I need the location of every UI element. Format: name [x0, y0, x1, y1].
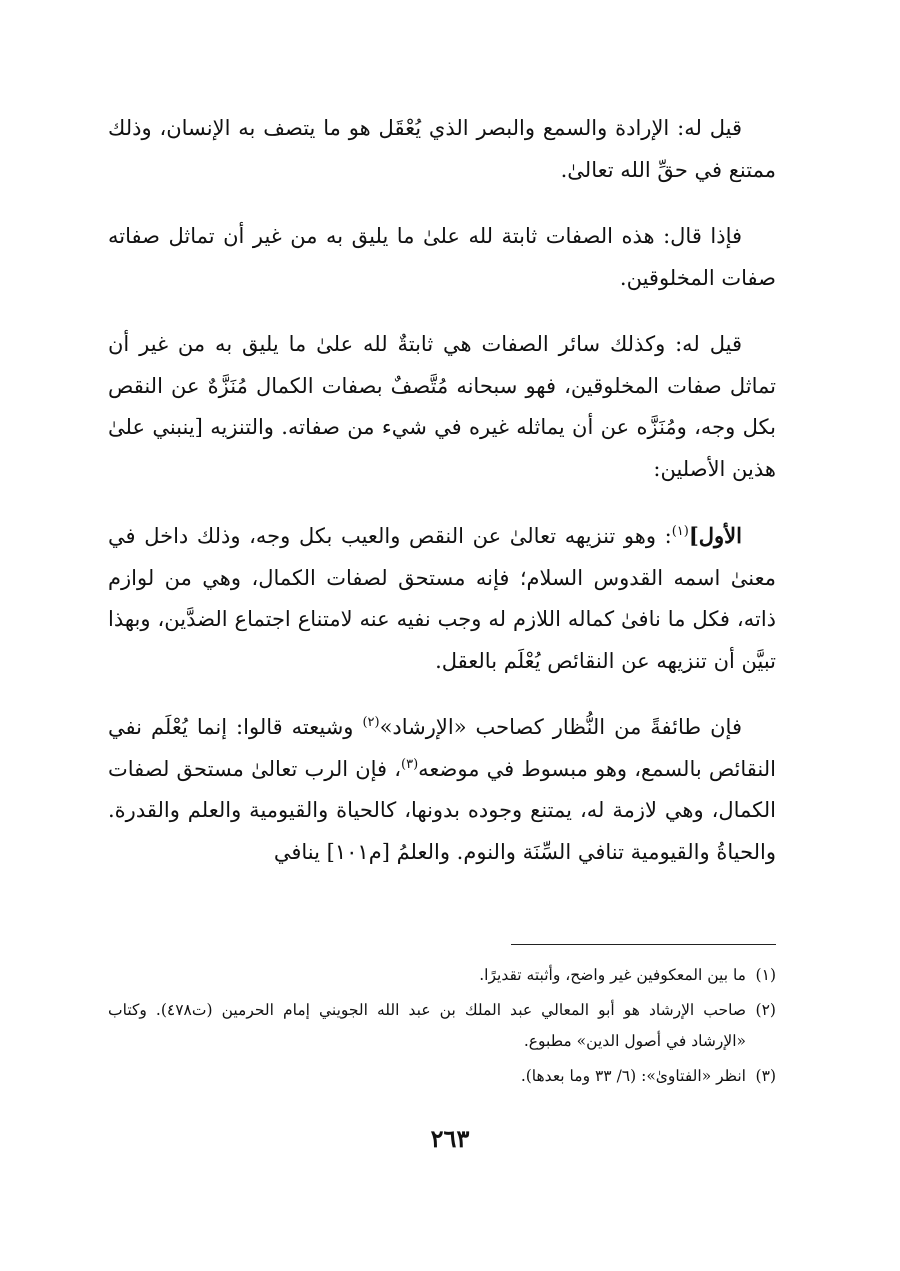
paragraph-5	[108, 707, 776, 873]
footnote-3	[108, 1061, 776, 1092]
paragraph-5-part-2: وشيعته قالوا: إنما يُعْلَم نفي النقائص بالسمع، وهو مبسوط في موضعه	[108, 715, 776, 781]
footnote-number: (٢)	[755, 1001, 776, 1019]
paragraph-5-part-3: ، فإن الرب تعالىٰ مستحق لصفات الكمال، وهي لازمة له، يمتنع وجوده بدونها، كالحياة والقيومية والعلم والقدرة. والحياةُ والقيومية تنافي السِّنَة والنوم. والعلمُ [م١٠١] ينافي	[108, 756, 776, 864]
footnote-text: انظر «الفتاوىٰ»: (٦/ ٣٣ وما بعدها).	[520, 1067, 746, 1085]
footnote-text: ما بين المعكوفين غير واضح، وأثبته تقديرًا.	[479, 966, 746, 984]
footnote-ref-1[interactable]: (١)	[671, 524, 689, 539]
footnote-ref-3[interactable]: (٣)	[401, 756, 419, 772]
footnote-text: صاحب الإرشاد هو أبو المعالي عبد الملك بن عبد الله الجويني إمام الحرمين (ت٤٧٨). وكتاب «الإرشاد في أصول الدين» مطبوع.	[108, 1001, 746, 1050]
paragraph-4-lead: الأول]	[688, 523, 742, 548]
footnote-1	[108, 960, 776, 991]
page-number: ٢٦٣	[430, 1124, 470, 1153]
footnote-number: (٣)	[755, 1067, 776, 1085]
main-text	[108, 108, 776, 898]
paragraph-5-part-1: فإن طائفةً من النُّظار كصاحب «الإرشاد»	[379, 715, 742, 739]
paragraph-4	[108, 515, 776, 682]
paragraph-1: قيل له: الإرادة والسمع والبصر الذي يُعْقَل هو ما يتصف به الإنسان، وذلك ممتنع في حقِّ الله تعالىٰ.	[108, 116, 776, 182]
paragraph-4-text: : وهو تنزيهه تعالىٰ عن النقص والعيب بكل وجه، وذلك داخل في معنىٰ اسمه القدوس السلام؛ فإنه مستحق لصفات الكمال، وهي من لوازم ذاته، فكل ما نافىٰ كماله اللازم له وجب نفيه عنه لامتناع اجتماع الضدَّين، وبهذا تبيَّن أن تنزيهه عن النقائص يُعْلَم بالعقل.	[108, 524, 776, 673]
footnote-divider	[511, 944, 776, 945]
footnote-number: (١)	[755, 966, 776, 984]
footnotes	[108, 960, 776, 1096]
footnote-ref-2[interactable]: (٢)	[362, 715, 380, 730]
paragraph-3: قيل له: وكذلك سائر الصفات هي ثابتةٌ لله علىٰ ما يليق به من غير أن تماثل صفات المخلوقين، فهو سبحانه مُتَّصفٌ بصفات الكمال مُنَزَّهٌ عن النقص بكل وجه، ومُنَزَّه عن أن يماثله غيره في شيء من صفاته. والتنزيه [ينبني علىٰ هذين الأصلين:	[108, 332, 776, 481]
footnote-2	[108, 995, 776, 1057]
paragraph-2: فإذا قال: هذه الصفات ثابتة لله علىٰ ما يليق به من غير أن تماثل صفاته صفات المخلوقين.	[108, 224, 776, 290]
